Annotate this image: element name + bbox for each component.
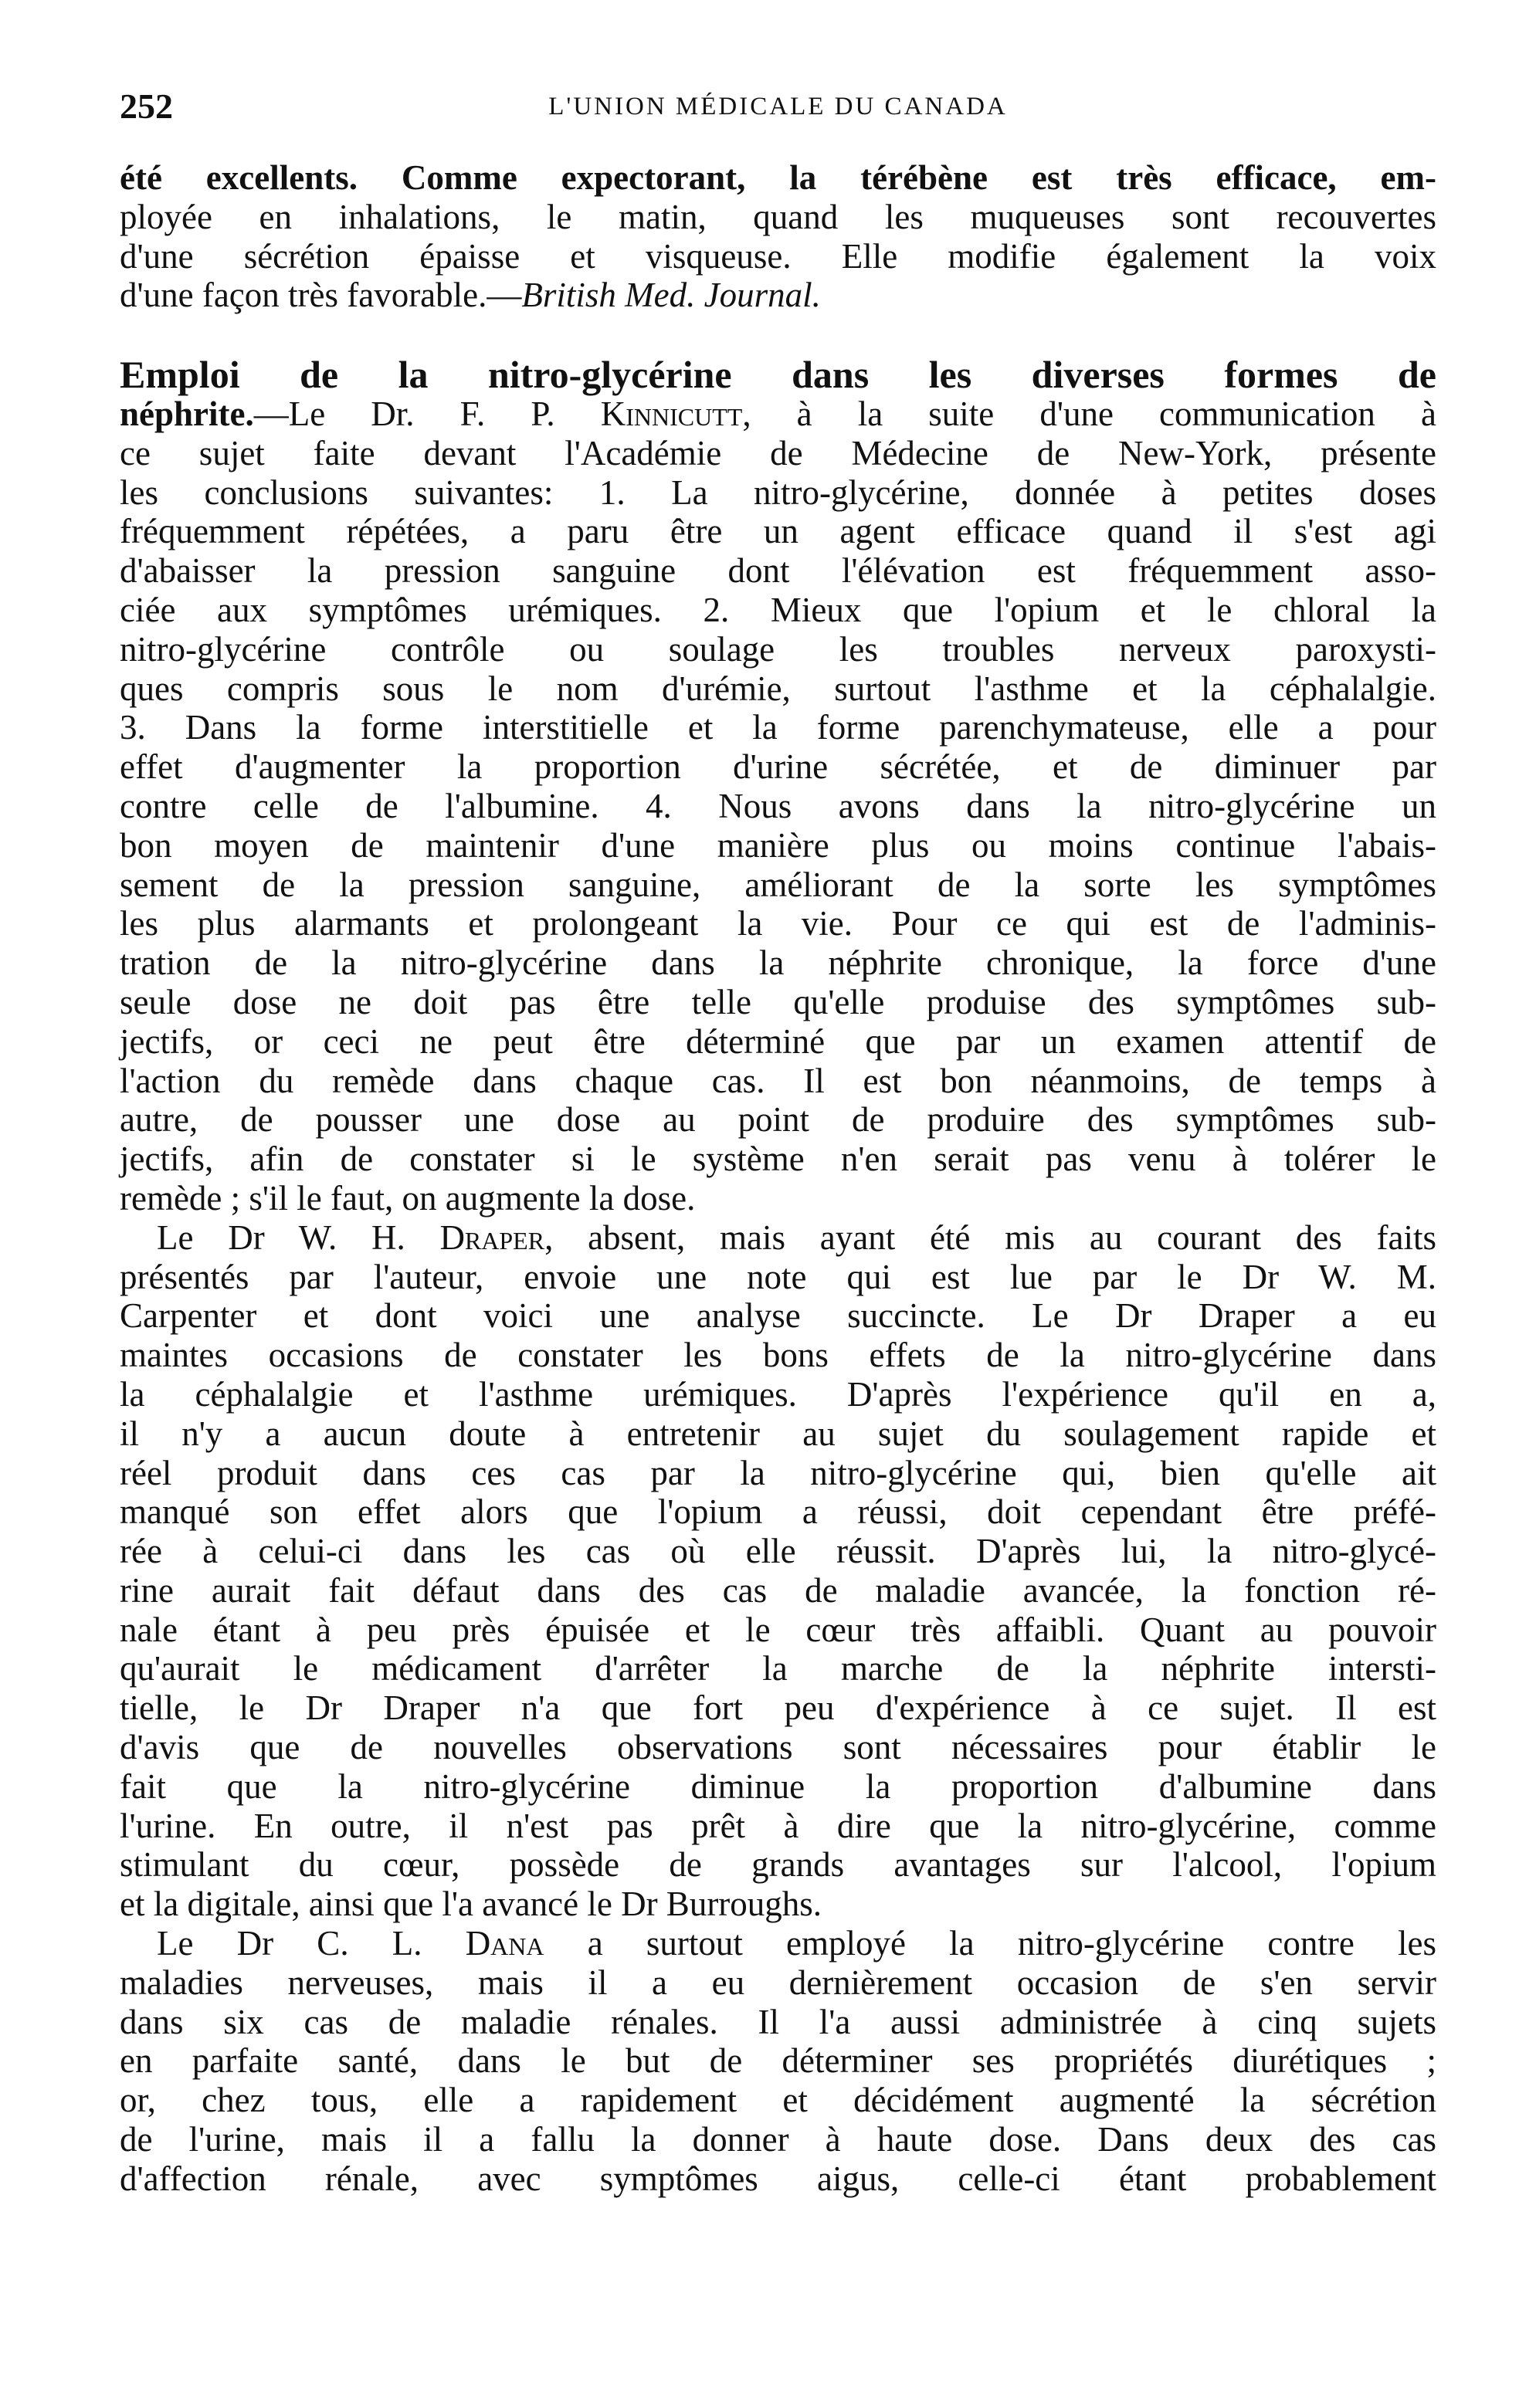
text-line: autre, de pousser une dose au point de produire des symptômes sub-	[120, 1100, 1436, 1140]
text-line: ques compris sous le nom d'urémie, surtout l'asthme et la céphalalgie.	[120, 669, 1436, 708]
text-line: jectifs, or ceci ne peut être déterminé que par un examen attentif de	[120, 1021, 1436, 1061]
text-line: il n'y a aucun doute à entretenir au sujet du soulagement rapide et	[120, 1414, 1436, 1453]
text-line: de l'urine, mais il a fallu la donner à haute dose. Dans deux des cas	[120, 2120, 1436, 2159]
text-line: seule dose ne doit pas être telle qu'elle produise des symptômes sub-	[120, 982, 1436, 1021]
text-line: la céphalalgie et l'asthme urémiques. D'après l'expérience qu'il en a,	[120, 1374, 1436, 1414]
text-line	[120, 1924, 1436, 1963]
text-line: maladies nerveuses, mais il a eu dernièrement occasion de s'en servir	[120, 1963, 1436, 2002]
author-name: Dana	[465, 1924, 544, 1963]
author-name: Kinnicutt	[600, 394, 743, 433]
running-title: L'UNION MÉDICALE DU CANADA	[548, 93, 1008, 120]
text-line: l'action du remède dans chaque cas. Il est bon néanmoins, de temps à	[120, 1061, 1436, 1100]
text-line: Carpenter et dont voici une analyse succincte. Le Dr Draper a eu	[120, 1296, 1436, 1336]
text-line: fréquemment répétées, a paru être un agent efficace quand il s'est agi	[120, 512, 1436, 551]
text-line: d'avis que de nouvelles observations sont nécessaires pour établir le	[120, 1728, 1436, 1767]
text-line: or, chez tous, elle a rapidement et décidément augmenté la sécrétion	[120, 2081, 1436, 2120]
text-fragment: —Le Dr. F. P.	[253, 394, 601, 433]
text-line: été excellents. Comme expectorant, la térébène est très efficace, em-	[120, 158, 1436, 197]
text-line	[120, 1218, 1436, 1258]
text-line: l'urine. En outre, il n'est pas prêt à dire que la nitro-glycérine, comme	[120, 1806, 1436, 1845]
text-line: contre celle de l'albumine. 4. Nous avons dans la nitro-glycérine un	[120, 786, 1436, 825]
text-line: présentés par l'auteur, envoie une note qui est lue par le Dr W. M.	[120, 1257, 1436, 1296]
text-fragment: Le Dr C. L.	[157, 1924, 466, 1963]
section-heading: Emploi de la nitro-glycérine dans les diverses formes de	[120, 353, 1436, 397]
text-line: les conclusions suivantes: 1. La nitro-glycérine, donnée à petites doses	[120, 472, 1436, 512]
text-line: qu'aurait le médicament d'arrêter la marche de la néphrite intersti-	[120, 1649, 1436, 1688]
text-line: d'abaisser la pression sanguine dont l'élévation est fréquemment asso-	[120, 551, 1436, 591]
text-fragment: Le Dr W. H.	[157, 1218, 440, 1257]
text-line: jectifs, afin de constater si le système n'en serait pas venu à tolérer le	[120, 1140, 1436, 1179]
text-line: nale étant à peu près épuisée et le cœur très affaibli. Quant au pouvoir	[120, 1610, 1436, 1649]
text-line: 3. Dans la forme interstitielle et la forme parenchymateuse, elle a pour	[120, 708, 1436, 747]
text-fragment: , à la suite d'une communication à	[742, 394, 1436, 433]
text-line	[120, 395, 1436, 434]
text-line: fait que la nitro-glycérine diminue la proportion d'albumine dans	[120, 1766, 1436, 1806]
text-line: en parfaite santé, dans le but de déterminer ses propriétés diurétiques ;	[120, 2041, 1436, 2081]
text-fragment: , absent, mais ayant été mis au courant des faits	[544, 1218, 1436, 1257]
section-spacer	[120, 315, 1436, 355]
page-header	[120, 83, 1436, 130]
text-line: tration de la nitro-glycérine dans la néphrite chronique, la force d'une	[120, 943, 1436, 983]
page-number: 252	[120, 86, 173, 126]
text-line	[120, 276, 1436, 315]
text-line: nitro-glycérine contrôle ou soulage les troubles nerveux paroxysti-	[120, 629, 1436, 669]
text-line: rée à celui-ci dans les cas où elle réussit. D'après lui, la nitro-glycé-	[120, 1532, 1436, 1571]
text-line: d'une sécrétion épaisse et visqueuse. Elle modifie également la voix	[120, 236, 1436, 276]
text-line: et la digitale, ainsi que l'a avancé le Dr Burroughs.	[120, 1885, 822, 1924]
text-line: stimulant du cœur, possède de grands avantages sur l'alcool, l'opium	[120, 1845, 1436, 1885]
text-fragment: a surtout employé la nitro-glycérine contre les	[544, 1924, 1436, 1963]
text-line: d'affection rénale, avec symptômes aigus, celle-ci étant probablement	[120, 2159, 1436, 2198]
text-line: tielle, le Dr Draper n'a que fort peu d'expérience à ce sujet. Il est	[120, 1688, 1436, 1728]
text-line: maintes occasions de constater les bons effets de la nitro-glycérine dans	[120, 1336, 1436, 1375]
text-line: effet d'augmenter la proportion d'urine sécrétée, et de diminuer par	[120, 747, 1436, 787]
text-line: les plus alarmants et prolongeant la vie. Pour ce qui est de l'adminis-	[120, 904, 1436, 943]
text-line: dans six cas de maladie rénales. Il l'a aussi administrée à cinq sujets	[120, 2002, 1436, 2041]
section-heading-end: néphrite.	[120, 394, 254, 433]
citation: British Med. Journal.	[521, 276, 821, 315]
text-line: remède ; s'il le faut, on augmente la dose.	[120, 1178, 696, 1218]
text-line: bon moyen de maintenir d'une manière plus ou moins continue l'abais-	[120, 825, 1436, 865]
text-line: rine aurait fait défaut dans des cas de maladie avancée, la fonction ré-	[120, 1570, 1436, 1610]
author-name: Draper	[439, 1218, 545, 1257]
text-line: manqué son effet alors que l'opium a réussi, doit cependant être préfé-	[120, 1492, 1436, 1532]
text-line: ployée en inhalations, le matin, quand les muqueuses sont recouvertes	[120, 197, 1436, 236]
article-body	[120, 158, 1436, 2199]
text-line: ce sujet faite devant l'Académie de Médecine de New-York, présente	[120, 433, 1436, 472]
text-fragment: d'une façon très favorable.—	[120, 276, 522, 315]
text-line: sement de la pression sanguine, améliorant de la sorte les symptômes	[120, 865, 1436, 904]
text-line: ciée aux symptômes urémiques. 2. Mieux que l'opium et le chloral la	[120, 590, 1436, 629]
text-line: réel produit dans ces cas par la nitro-glycérine qui, bien qu'elle ait	[120, 1453, 1436, 1492]
